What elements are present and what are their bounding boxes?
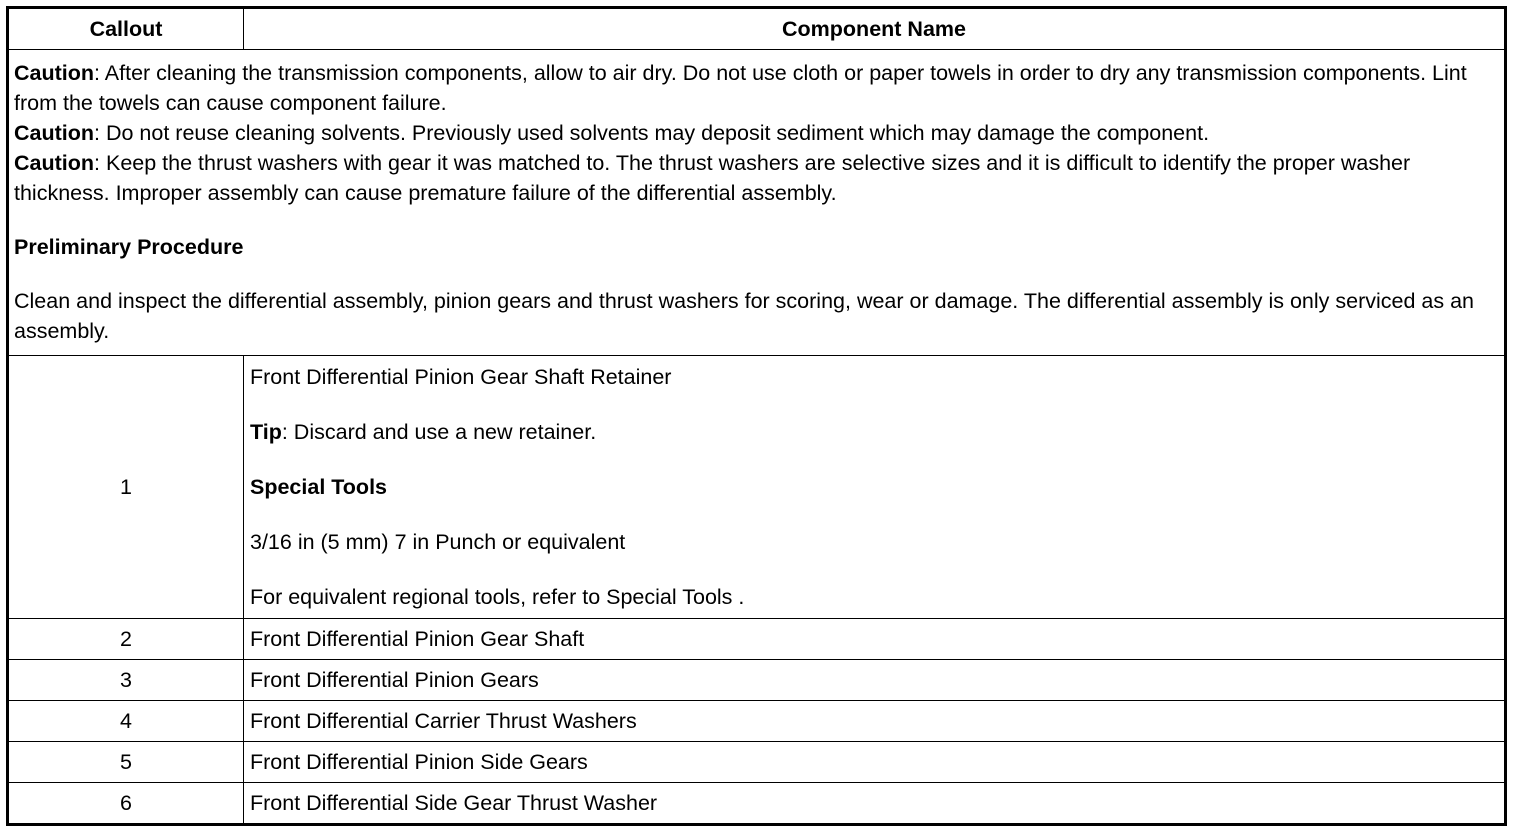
callout-number: 5 [8, 742, 244, 783]
callout-number: 1 [8, 355, 244, 618]
table-row [8, 619, 1506, 660]
component-name: Front Differential Pinion Gear Shaft [244, 619, 1506, 660]
caution-1 [14, 58, 1499, 118]
caution-text: : Keep the thrust washers with gear it was matched to. The thrust washers are selective sizes and it is difficult to identify the proper washer thickness. Improper assembly can cause premature failure of the differential assembly. [14, 151, 1411, 205]
caution-2 [14, 118, 1499, 148]
table-row [8, 660, 1506, 701]
callout-number: 2 [8, 619, 244, 660]
table-row [8, 701, 1506, 742]
special-tools-heading: Special Tools [250, 474, 387, 499]
caution-text: : After cleaning the transmission components, allow to air dry. Do not use cloth or paper towels in order to dry any transmission components. Lint from the towels can cause component failure. [14, 61, 1467, 115]
callout-number: 4 [8, 701, 244, 742]
callout-number: 3 [8, 660, 244, 701]
intro-cell [8, 50, 1506, 356]
component-name-column-header: Component Name [244, 8, 1506, 50]
table-row [8, 783, 1506, 825]
component-name: Front Differential Pinion Side Gears [244, 742, 1506, 783]
table-row [8, 355, 1506, 618]
caution-3 [14, 148, 1499, 208]
component-name: Front Differential Pinion Gears [244, 660, 1506, 701]
component-name: Front Differential Carrier Thrust Washers [244, 701, 1506, 742]
caution-label: Caution [14, 121, 95, 145]
special-tool-item: 3/16 in (5 mm) 7 in Punch or equivalent [250, 529, 626, 554]
component-table [6, 6, 1507, 826]
callout-number: 6 [8, 783, 244, 825]
tip-label: Tip [250, 419, 282, 444]
caution-text: : Do not reuse cleaning solvents. Previously used solvents may deposit sediment which may damage the component. [94, 121, 1210, 145]
tip [250, 417, 1504, 447]
preliminary-procedure-text: Clean and inspect the differential assembly, pinion gears and thrust washers for scoring, wear or damage. The differential assembly is only serviced as an assembly. [14, 289, 1474, 343]
callout-column-header: Callout [8, 8, 244, 50]
component-name: Front Differential Pinion Gear Shaft Retainer [250, 364, 672, 389]
tip-text: : Discard and use a new retainer. [281, 419, 597, 444]
component-detail-cell [244, 355, 1506, 618]
table-row [8, 742, 1506, 783]
component-name: Front Differential Side Gear Thrust Washer [244, 783, 1506, 825]
table-header-row [8, 8, 1506, 50]
caution-label: Caution [14, 151, 95, 175]
preliminary-procedure-heading: Preliminary Procedure [14, 235, 244, 259]
regional-tools-note: For equivalent regional tools, refer to Special Tools . [250, 584, 745, 609]
intro-row [8, 50, 1506, 356]
caution-label: Caution [14, 61, 95, 85]
